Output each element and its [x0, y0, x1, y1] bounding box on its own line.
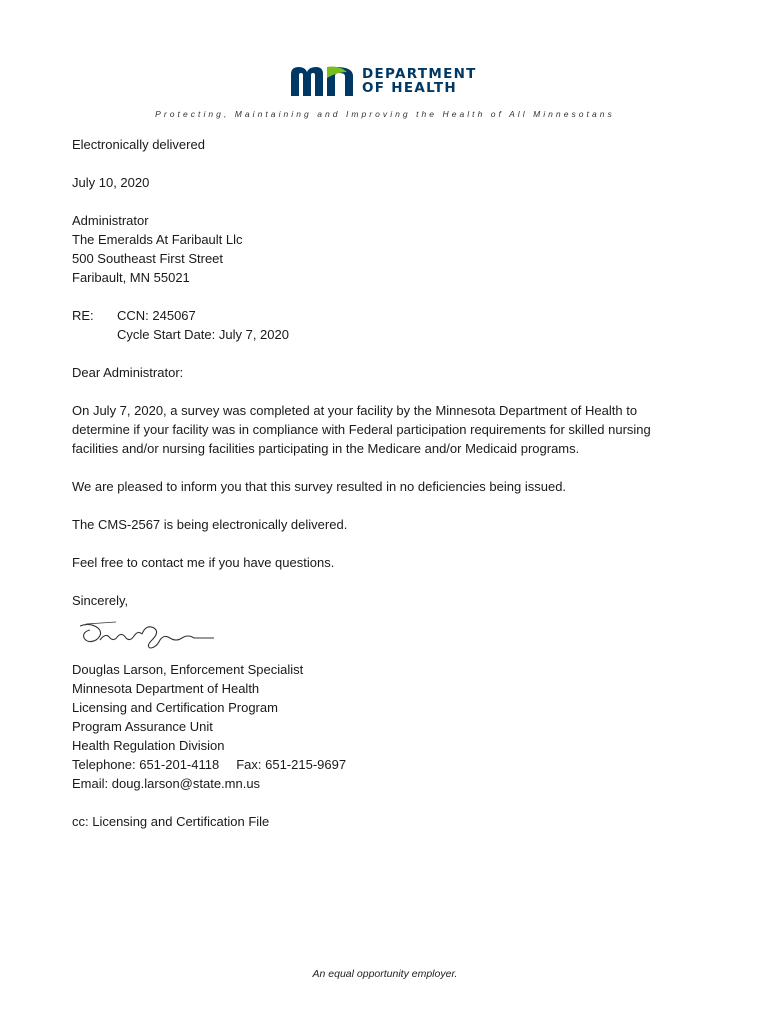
re-ccn: CCN: 245067	[117, 308, 196, 323]
signer-org: Minnesota Department of Health	[72, 681, 260, 696]
paragraph-line: facilities and/or nursing facilities participating in the Medicare and/or Medicaid programs.	[72, 441, 580, 456]
signer-unit: Program Assurance Unit	[72, 719, 213, 734]
paragraph-survey	[72, 401, 712, 458]
letter-body	[72, 135, 712, 831]
paragraph-cms: The CMS-2567 is being electronically delivered.	[72, 517, 348, 532]
recipient-address	[72, 211, 712, 287]
logo-wordmark	[362, 67, 477, 95]
paragraph-line: determine if your facility was in compliance with Federal participation requirements for skilled nursing	[72, 422, 651, 437]
address-line: Administrator	[72, 213, 149, 228]
address-line: The Emeralds At Faribault Llc	[72, 232, 243, 247]
address-line: Faribault, MN 55021	[72, 270, 190, 285]
paragraph-result: We are pleased to inform you that this survey resulted in no deficiencies being issued.	[72, 479, 567, 494]
telephone: Telephone: 651-201-4118	[72, 757, 220, 772]
mn-logo-mark-icon	[289, 66, 355, 96]
signer-division: Health Regulation Division	[72, 738, 225, 753]
mdh-logo	[289, 64, 477, 98]
reference-block	[72, 306, 712, 344]
salutation: Dear Administrator:	[72, 365, 184, 380]
footer-note: An equal opportunity employer.	[312, 968, 458, 980]
re-cycle-start: Cycle Start Date: July 7, 2020	[117, 327, 289, 342]
signature-block	[72, 660, 712, 793]
email: Email: doug.larson@state.mn.us	[72, 776, 261, 791]
address-line: 500 Southeast First Street	[72, 251, 224, 266]
logo-line-1: DEPARTMENT	[362, 66, 477, 82]
paragraph-line: On July 7, 2020, a survey was completed at your facility by the Minnesota Department of Health to	[72, 403, 638, 418]
paragraph-contact: Feel free to contact me if you have questions.	[72, 555, 335, 570]
signer-name-title: Douglas Larson, Enforcement Specialist	[72, 662, 304, 677]
cc-line: cc: Licensing and Certification File	[72, 814, 270, 829]
re-label: RE:	[72, 308, 94, 323]
closing: Sincerely,	[72, 593, 129, 608]
delivery-note: Electronically delivered	[72, 137, 205, 152]
tagline: Protecting, Maintaining and Improving the Health of All Minnesotans	[155, 109, 615, 119]
logo-line-2: OF HEALTH	[362, 80, 457, 96]
handwritten-signature	[76, 618, 216, 652]
letter-date: July 10, 2020	[72, 175, 150, 190]
signer-program: Licensing and Certification Program	[72, 700, 278, 715]
contact-phone-fax	[72, 755, 712, 774]
fax: Fax: 651-215-9697	[236, 757, 347, 772]
